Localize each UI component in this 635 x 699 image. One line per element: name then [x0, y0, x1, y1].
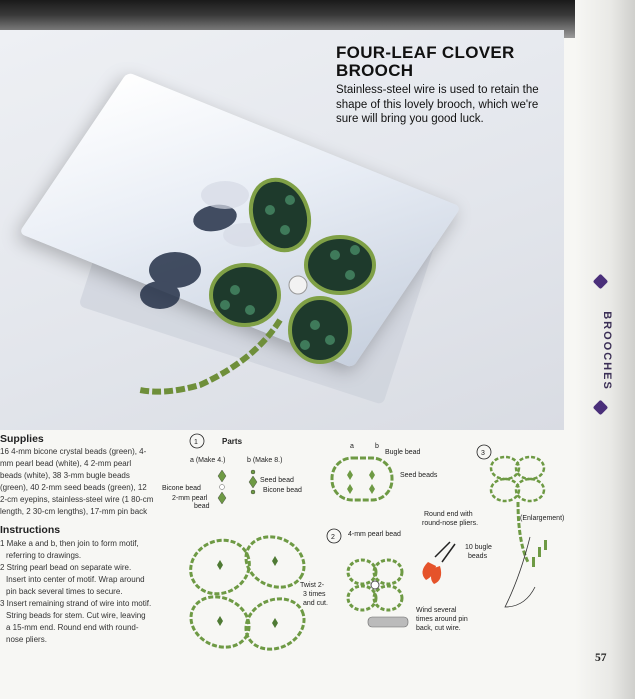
supplies-line: (green), 40 2-mm seed beads (green), 12 [0, 483, 147, 492]
round-end-label-2: round-nose pliers. [422, 520, 479, 527]
section-tab-label: BROOCHES [601, 311, 613, 391]
step-3-number: 3 [481, 450, 485, 457]
bugle-bead-label: Bugle bead [385, 449, 421, 456]
instruction-line: nose pliers. [6, 635, 47, 644]
instruction-line: String beads for stem. Cut wire, leaving [6, 611, 146, 620]
twist-label-2: 3 times [303, 591, 326, 598]
instructions-list [0, 538, 165, 646]
step-2-number: 2 [331, 534, 335, 541]
step-1-number: 1 [194, 439, 198, 446]
section-tab [592, 300, 612, 410]
title-line-1: FOUR-LEAF CLOVER [336, 43, 515, 62]
instruction-diagrams [160, 432, 585, 667]
twist-label-1: Twist 2- [300, 582, 325, 589]
pearl-bead-label: 2-mm pearl [172, 495, 208, 502]
instruction-line: 1 Make a and b, then join to form motif, [0, 539, 139, 548]
supplies-line: length, 2 30-cm lengths), 17-mm pin back [0, 507, 148, 516]
parts-label: Parts [222, 437, 243, 446]
supplies-line: 2-cm eyepins, stainless-steel wire (1 80-cm [0, 495, 154, 504]
instruction-line: 3 Insert remaining strand of wire into motif. [0, 599, 152, 608]
wind-label-3: back, cut wire. [416, 625, 461, 632]
intro-text: Stainless-steel wire is used to retain the shape of this lovely brooch, which we're sure will bring you good luck. [336, 84, 539, 125]
bicone-bead-label: Bicone bead [162, 485, 201, 492]
label-a: a [350, 443, 354, 450]
twist-label-3: and cut. [303, 600, 328, 607]
article-title [336, 44, 556, 80]
supplies-list [0, 446, 160, 518]
instruction-line: referring to drawings. [6, 551, 82, 560]
part-a-label: a (Make 4.) [190, 457, 226, 464]
bugle-10-label-2: beads [468, 553, 488, 560]
supplies-line: mm pearl bead (white), 4 2-mm pearl [0, 459, 132, 468]
bead-label: bead [194, 503, 210, 510]
bugle-10-label-1: 10 bugle [465, 544, 492, 551]
pearl-4mm-label: 4-mm pearl bead [348, 531, 401, 538]
bicone-bead-b-label: Bicone bead [263, 487, 302, 494]
label-b: b [375, 443, 379, 450]
enlargement-label: (Enlargement) [520, 515, 565, 522]
wind-label-2: times around pin [416, 616, 468, 623]
instruction-line: Insert into center of motif. Wrap around [6, 575, 145, 584]
supplies-line: 16 4-mm bicone crystal beads (green), 4- [0, 447, 147, 456]
instructions-heading: Instructions [0, 524, 61, 536]
round-end-label-1: Round end with [424, 511, 473, 518]
supplies-line: beads (white), 38 3-mm bugle beads [0, 471, 130, 480]
title-line-2: BROOCH [336, 61, 414, 80]
part-b-label: b (Make 8.) [247, 457, 283, 464]
instruction-line: pin back several times to secure. [6, 587, 123, 596]
supplies-heading: Supplies [0, 433, 44, 445]
instruction-line: 2 String pearl bead on separate wire. [0, 563, 132, 572]
instruction-line: a 15-mm end. Round end with round- [6, 623, 139, 632]
wind-label-1: Wind several [416, 607, 457, 614]
seed-bead-label: Seed bead [260, 477, 294, 484]
page-number: 57 [595, 652, 607, 664]
seed-beads-label: Seed beads [400, 472, 438, 479]
